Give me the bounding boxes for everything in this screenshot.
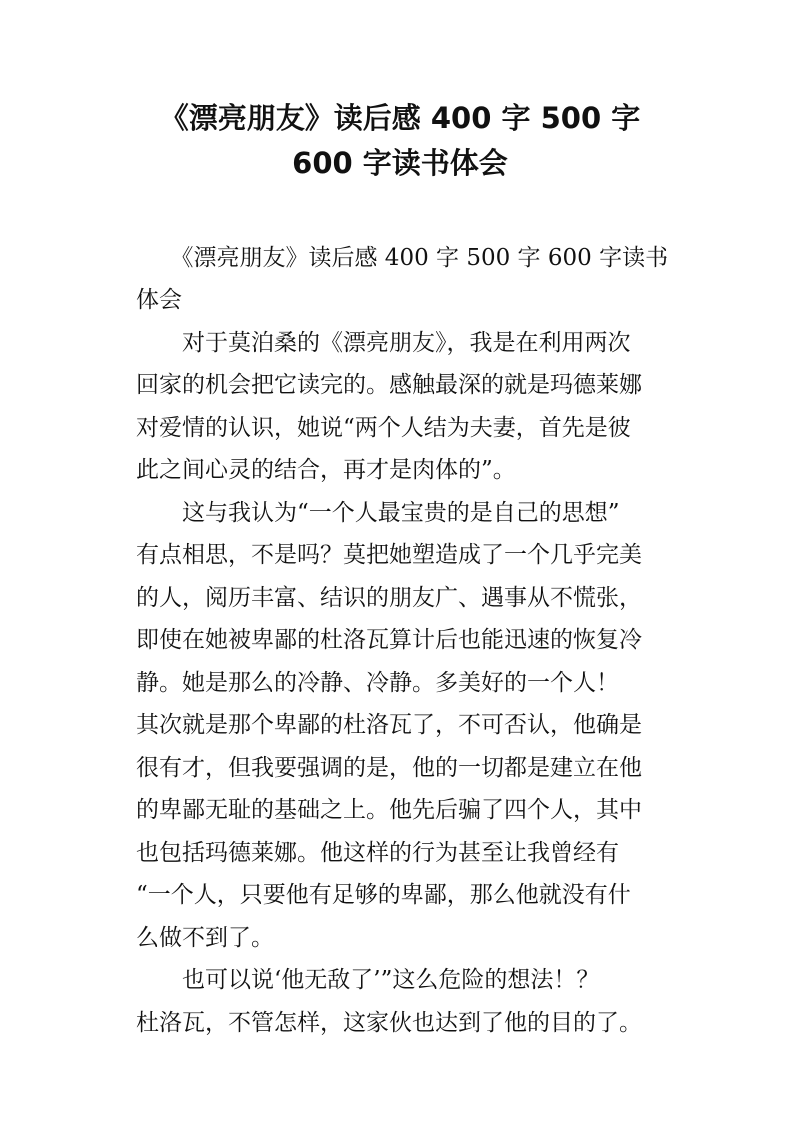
- body-line: 也包括玛德莱娜。他这样的行为甚至让我曾经有: [136, 840, 619, 866]
- body-line: 也可以说‘他无敌了’”这么危险的想法！？: [136, 967, 600, 993]
- body-line: 的卑鄙无耻的基础之上。他先后骗了四个人，其中: [136, 797, 642, 823]
- body-line: 此之间心灵的结合，再才是肉体的”。: [136, 457, 516, 483]
- body-line: “一个人，只要他有足够的卑鄙，那么他就没有什: [136, 882, 631, 908]
- body-line: 的人，阅历丰富、结识的朋友广、遇事从不慌张，: [136, 585, 642, 611]
- body-line: 有点相思，不是吗？莫把她塑造成了一个几乎完美: [136, 542, 642, 568]
- body-line: 对爱情的认识，她说“两个人结为夫妻，首先是彼: [136, 415, 631, 441]
- body-line: 对于莫泊桑的《漂亮朋友》，我是在利用两次: [136, 330, 631, 356]
- body-line: 《漂亮朋友》读后感 400 字 500 字 600 字读书: [136, 245, 669, 271]
- body-line: 体会: [136, 287, 182, 313]
- body-line: 这与我认为“一个人最宝贵的是自己的思想”: [136, 500, 620, 526]
- body-line: 么做不到了。: [136, 925, 274, 951]
- body-line: 静。她是那么的冷静、冷静。多美好的一个人！: [136, 670, 619, 696]
- body-line: 杜洛瓦，不管怎样，这家伙也达到了他的目的了。: [136, 1010, 642, 1036]
- body-line: 即使在她被卑鄙的杜洛瓦算计后也能迅速的恢复冷: [136, 627, 642, 653]
- body-line: 其次就是那个卑鄙的杜洛瓦了，不可否认，他确是: [136, 712, 642, 738]
- document-title-line-1: 《漂亮朋友》读后感 400 字 500 字: [159, 101, 641, 135]
- document-title-line-2: 600 字读书体会: [292, 146, 508, 180]
- body-line: 很有才，但我要强调的是，他的一切都是建立在他: [136, 755, 642, 781]
- body-line: 回家的机会把它读完的。感触最深的就是玛德莱娜: [136, 372, 642, 398]
